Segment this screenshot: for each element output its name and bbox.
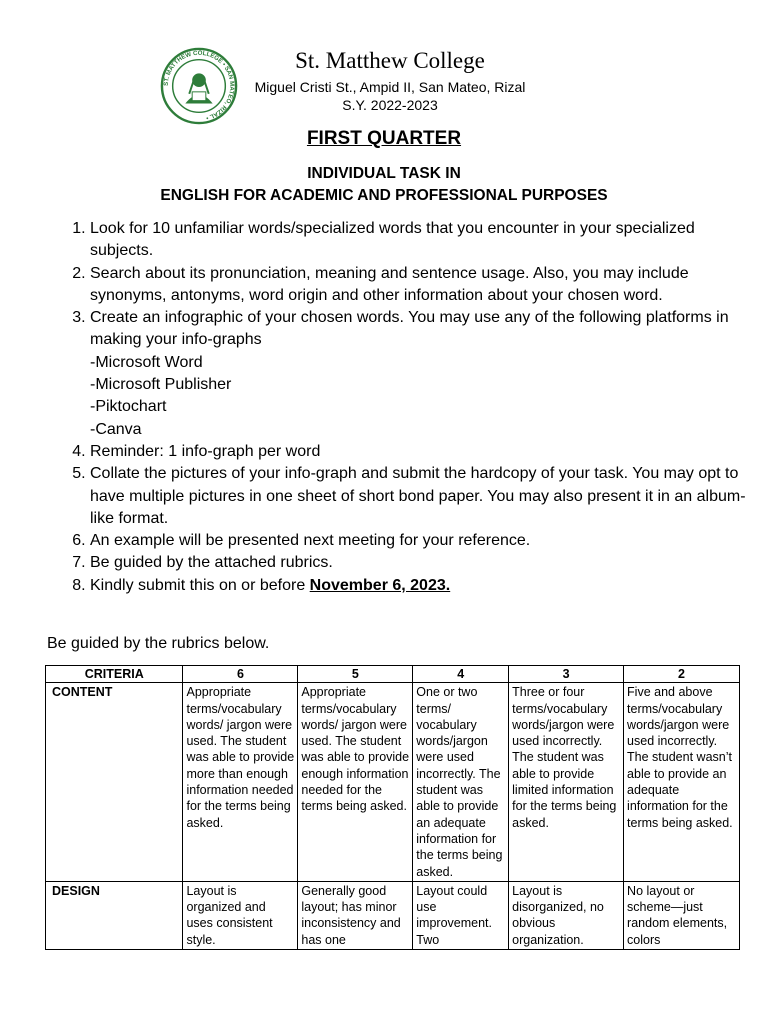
rubric-cell: Appropriate terms/vocabulary words/ jargon were used. The student was able to provide more than enough information needed for the terms being asked. (183, 683, 298, 882)
platform-item: -Microsoft Word (90, 353, 203, 371)
rubric-cell: Layout is disorganized, no obvious organization. (509, 881, 624, 949)
school-name: St. Matthew College (295, 48, 485, 73)
instruction-item: 1. Look for 10 unfamiliar words/specialized words that you encounter in your specialized subjects. (90, 218, 750, 263)
school-year: S.Y. 2022-2023 (342, 97, 438, 113)
rubric-header-score: 2 (624, 666, 740, 683)
rubric-header-score: 3 (509, 666, 624, 683)
instruction-item (90, 307, 750, 441)
rubric-header-criteria: CRITERIA (46, 666, 183, 683)
instruction-item: 2. Search about its pronunciation, meaning and sentence usage. Also, you may include synonyms, antonyms, word origin and other information about your chosen word. (90, 263, 750, 308)
rubric-cell: One or two terms/ vocabulary words/jargon were used incorrectly. The student was able to provide an adequate information for the terms being asked. (413, 683, 509, 882)
instruction-item: 7. Be guided by the attached rubrics. (90, 552, 750, 574)
rubric-header-score: 4 (413, 666, 509, 683)
instruction-item: 4. Reminder: 1 info-graph per word (90, 441, 750, 463)
platform-item: -Microsoft Publisher (90, 376, 232, 394)
svg-text:ST. MATTHEW COLLEGE • SAN MATE: ST. MATTHEW COLLEGE • SAN MATEO, RIZAL • (162, 49, 236, 122)
school-seal-logo (160, 47, 238, 125)
quarter-heading: FIRST QUARTER (306, 128, 462, 149)
instruction-item: 6. An example will be presented next meeting for your reference. (90, 530, 750, 552)
rubric-header-score: 5 (298, 666, 413, 683)
rubric-cell: No layout or scheme—just random elements, colors (624, 881, 740, 949)
rubric-criteria-cell: DESIGN (46, 881, 183, 949)
rubric-row-design (46, 881, 740, 949)
instruction-item (90, 575, 750, 597)
rubric-cell: Five and above terms/vocabulary words/jargon were used incorrectly. The student wasn’t able to provide an adequate information for the terms being asked. (624, 683, 740, 882)
task-title-line2: ENGLISH FOR ACADEMIC AND PROFESSIONAL PURPOSES (160, 187, 608, 204)
rubric-cell: Layout is organized and uses consistent style. (183, 881, 298, 949)
platform-item: -Piktochart (90, 398, 167, 416)
rubric-cell: Layout could use improvement. Two (413, 881, 509, 949)
instructions-list (62, 218, 750, 597)
rubric-cell: Appropriate terms/vocabulary words/ jargon were used. The student was able to provide enough information needed for the terms being asked. (298, 683, 413, 882)
school-address: Miguel Cristi St., Ampid II, San Mateo, Rizal (254, 79, 526, 95)
instruction-item: 5. Collate the pictures of your info-graph and submit the hardcopy of your task. You may opt to have multiple pictures in one sheet of short bond paper. You may also present it in an album-like format. (90, 463, 750, 530)
rubric-cell: Generally good layout; has minor inconsistency and has one (298, 881, 413, 949)
task-title (0, 163, 768, 207)
rubric-table (45, 665, 740, 950)
rubric-header-row (46, 666, 740, 683)
rubric-header-score: 6 (183, 666, 298, 683)
rubric-intro: Be guided by the rubrics below. (47, 635, 270, 652)
rubric-cell: Three or four terms/vocabulary words/jargon were used incorrectly. The student was able to provide limited information for the terms being asked. (509, 683, 624, 882)
task-title-line1: INDIVIDUAL TASK IN (307, 165, 461, 182)
rubric-row-content (46, 683, 740, 882)
rubric-criteria-cell: CONTENT (46, 683, 183, 882)
instruction-text: Create an infographic of your chosen words. You may use any of the following platforms in making your info-graphs (90, 309, 729, 349)
platform-item: -Canva (90, 420, 142, 438)
deadline-date: November 6, 2023. (309, 576, 451, 594)
instruction-text: Kindly submit this on or before (90, 576, 310, 594)
